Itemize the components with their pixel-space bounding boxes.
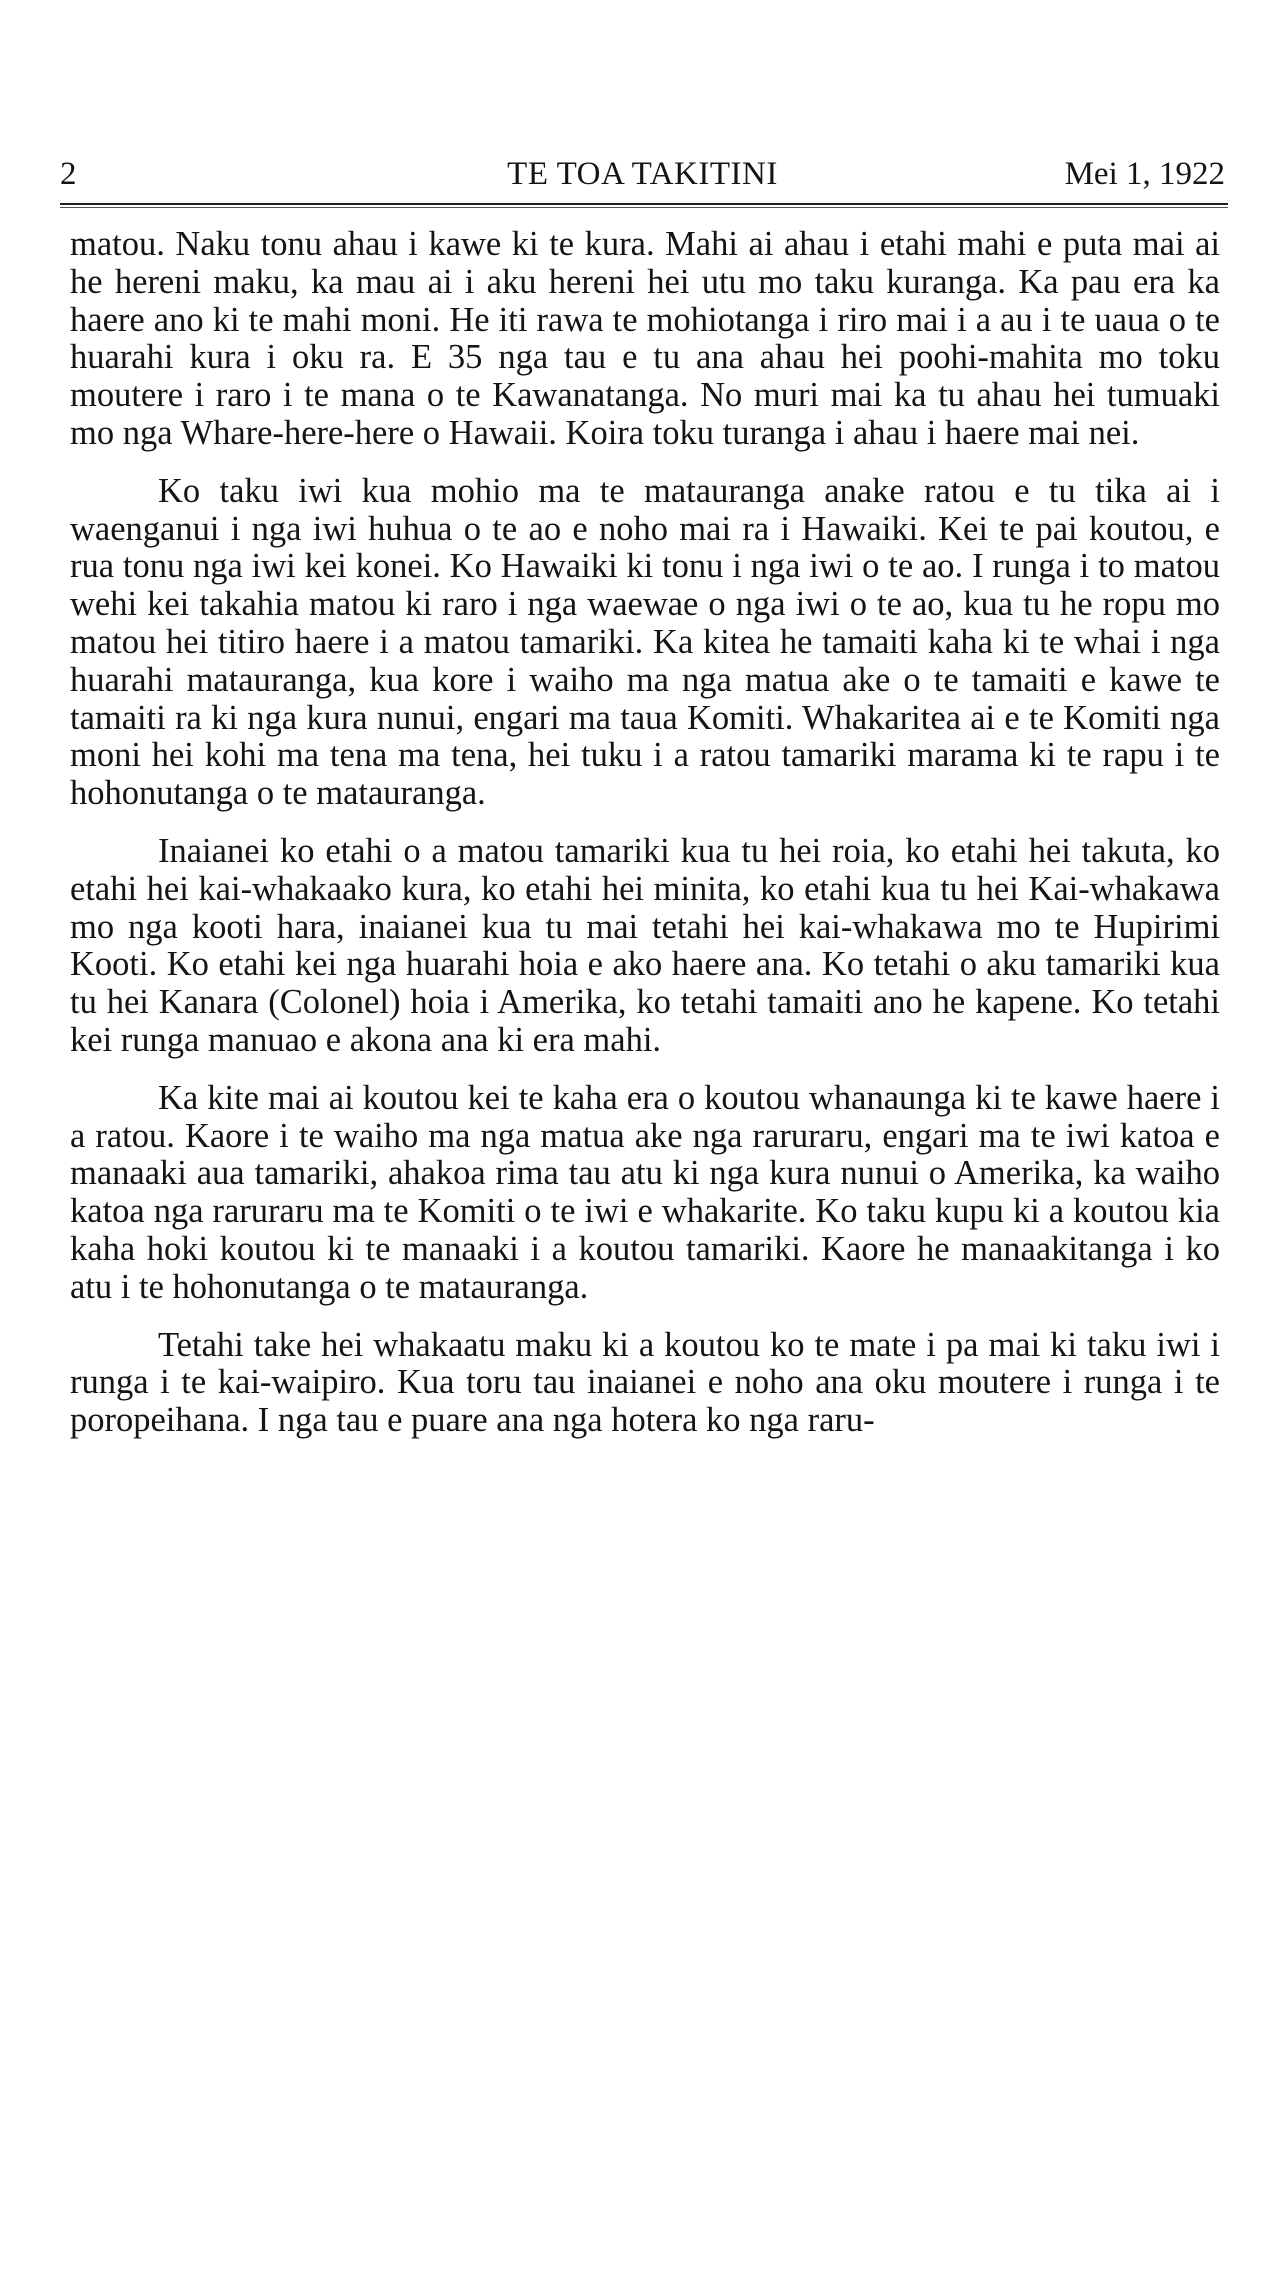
page-header	[60, 152, 1225, 196]
body-text	[70, 226, 1220, 1440]
issue-date: Mei 1, 1922	[1064, 156, 1225, 192]
paragraph: Inaianei ko etahi o a matou tamariki kua tu hei roia, ko etahi hei takuta, ko etahi hei kai-whakaako kura, ko etahi hei minita, ko etahi kua tu hei Kai-whakawa mo nga kooti hara, inaianei kua tu mai tetahi hei kai-whakawa mo te Hupirimi Kooti. Ko etahi kei nga huarahi hoia e ako haere ana. Ko tetahi o aku tamariki kua tu hei Kanara (Colonel) hoia i Amerika, ko tetahi tamaiti ano he kapene. Ko tetahi kei runga manuao e akona ana ki era mahi.	[70, 831, 1220, 1059]
running-title: TE TOA TAKITINI	[507, 156, 778, 192]
paragraph: Ko taku iwi kua mohio ma te matauranga anake ratou e tu tika ai i waenganui i nga iwi huhua o te ao e noho mai ra i Hawaiki. Kei te pai koutou, e rua tonu nga iwi kei konei. Ko Hawaiki ki tonu i nga iwi o te ao. I runga i to matou wehi kei takahia matou ki raro i nga waewae o nga iwi o te ao, kua tu he ropu mo matou hei titiro haere i a matou tamariki. Ka kitea he tamaiti kaha ki te whai i nga huarahi matauranga, kua kore i waiho ma nga matua ake o te tamaiti e kawe te tamaiti ra ki nga kura nunui, engari ma taua Komiti. Whakaritea ai e te Komiti nga moni hei kohi ma tena ma tena, hei tuku i a ratou tamariki marama ki te rapu i te hohonutanga o te matauranga.	[70, 471, 1220, 813]
paragraph-continues: Tetahi take hei whakaatu maku ki a koutou ko te mate i pa mai ki taku iwi i runga i te kai-waipiro. Kua toru tau inaianei e noho ana oku moutere i runga i te poropeihana. I nga tau e puare ana nga hotera ko nga raru-	[70, 1325, 1220, 1440]
page-number: 2	[60, 156, 77, 192]
header-rule	[60, 203, 1228, 205]
paragraph: Ka kite mai ai koutou kei te kaha era o koutou whanaunga ki te kawe haere i a ratou. Kaore i te waiho ma nga matua ake nga raruraru, engari ma te iwi katoa e manaaki aua tamariki, ahakoa rima tau atu ki nga kura nunui o Amerika, ka waiho katoa nga raruraru ma te Komiti o te iwi e whakarite. Ko taku kupu ki a koutou kia kaha hoki koutou ki te manaaki i a koutou tamariki. Kaore he manaakitanga i ko atu i te hohonutanga o te matauranga.	[70, 1078, 1220, 1306]
header-rule-thin	[60, 207, 1228, 208]
paragraph-continued: matou. Naku tonu ahau i kawe ki te kura. Mahi ai ahau i etahi mahi e puta mai ai he hereni maku, ka mau ai i aku hereni hei utu mo taku kuranga. Ka pau era ka haere ano ki te mahi moni. He iti rawa te mohiotanga i riro mai i a au i te uaua o te huarahi kura i oku ra. E 35 nga tau e tu ana ahau hei poohi-mahita mo toku moutere i raro i te mana o te Kawanatanga. No muri mai ka tu ahau hei tumuaki mo nga Whare-here-here o Hawaii. Koira toku turanga i ahau i haere mai nei.	[70, 225, 1220, 452]
